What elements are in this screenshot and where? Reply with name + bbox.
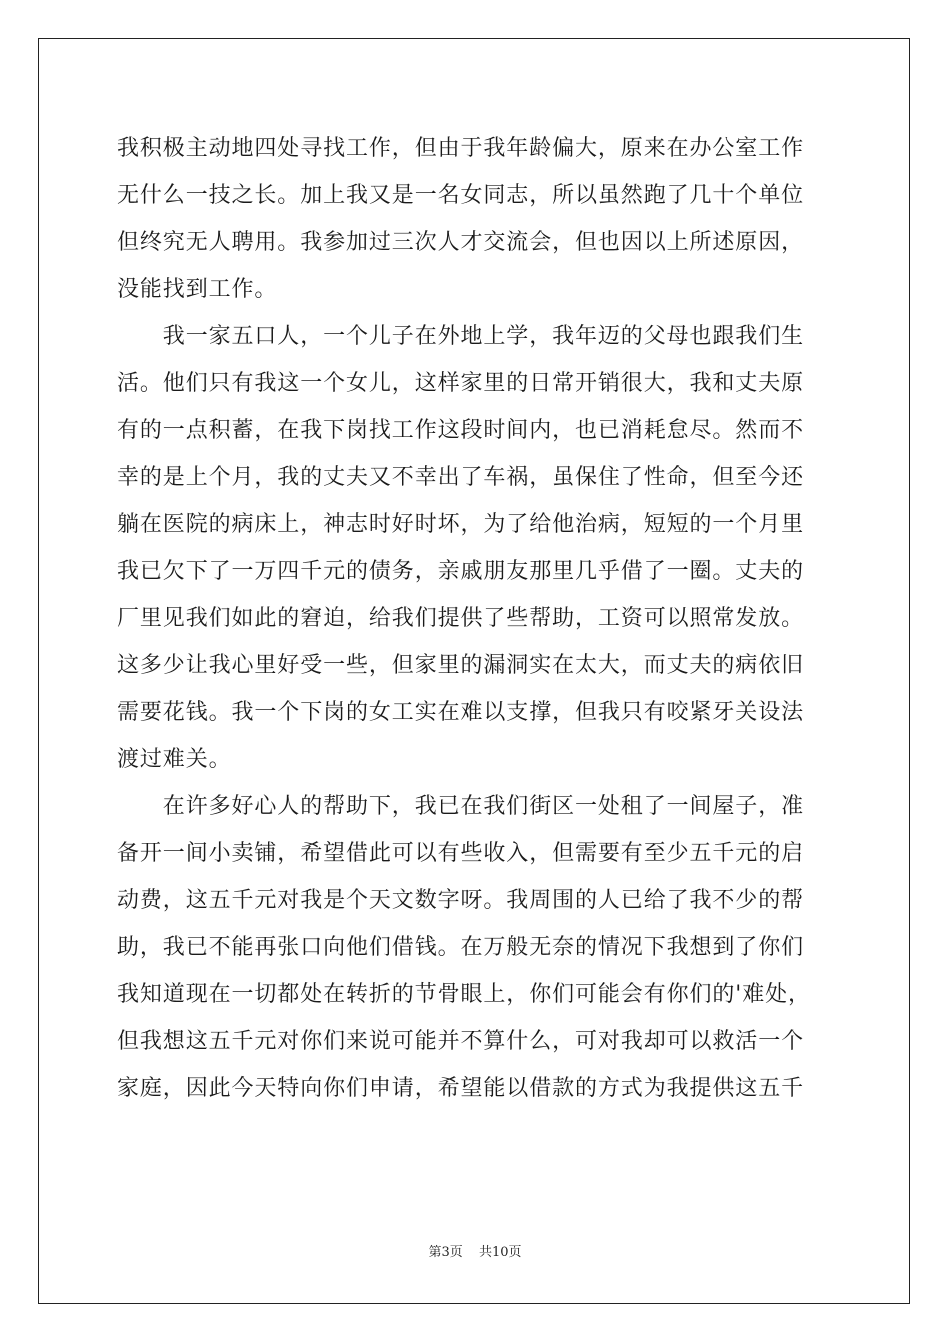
text-line: 家庭，因此今天特向你们申请，希望能以借款的方式为我提供这五千 — [117, 1076, 805, 1101]
text-line: 没能找到工作。 — [117, 277, 278, 302]
text-line: 我知道现在一切都处在转折的节骨眼上，你们可能会有你们的'难处， — [117, 982, 811, 1007]
text-line: 在许多好心人的帮助下，我已在我们街区一处租了一间屋子，准 — [117, 794, 805, 819]
page-footer — [0, 1241, 950, 1260]
text-line: 活。他们只有我这一个女儿，这样家里的日常开销很大，我和丈夫原 — [117, 371, 805, 396]
text-line: 但我想这五千元对你们来说可能并不算什么，可对我却可以救活一个 — [117, 1029, 805, 1054]
text-line: 我积极主动地四处寻找工作，但由于我年龄偏大，原来在办公室工作 — [117, 136, 805, 161]
text-line: 我已欠下了一万四千元的债务，亲戚朋友那里几乎借了一圈。丈夫的 — [117, 559, 805, 584]
text-line: 厂里见我们如此的窘迫，给我们提供了些帮助，工资可以照常发放。 — [117, 606, 805, 631]
document-body — [117, 125, 837, 1112]
text-line: 助，我已不能再张口向他们借钱。在万般无奈的情况下我想到了你们 — [117, 935, 805, 960]
text-line: 备开一间小卖铺，希望借此可以有些收入，但需要有至少五千元的启 — [117, 841, 805, 866]
text-line: 但终究无人聘用。我参加过三次人才交流会，但也因以上所述原因， — [117, 230, 805, 255]
text-line: 动费，这五千元对我是个天文数字呀。我周围的人已给了我不少的帮 — [117, 888, 805, 913]
text-line: 有的一点积蓄，在我下岗找工作这段时间内，也已消耗怠尽。然而不 — [117, 418, 805, 443]
text-line: 幸的是上个月，我的丈夫又不幸出了车祸，虽保住了性命，但至今还 — [117, 465, 805, 490]
text-line: 躺在医院的病床上，神志时好时坏，为了给他治病，短短的一个月里 — [117, 512, 805, 537]
text-line: 需要花钱。我一个下岗的女工实在难以支撑，但我只有咬紧牙关设法 — [117, 700, 805, 725]
text-line: 这多少让我心里好受一些，但家里的漏洞实在太大，而丈夫的病依旧 — [117, 653, 805, 678]
text-line: 无什么一技之长。加上我又是一名女同志，所以虽然跑了几十个单位 — [117, 183, 805, 208]
text-line: 渡过难关。 — [117, 747, 232, 772]
page-number: 第3页 — [428, 1245, 463, 1260]
text-line: 我一家五口人，一个儿子在外地上学，我年迈的父母也跟我们生 — [117, 324, 805, 349]
page-total: 共10页 — [478, 1245, 522, 1260]
